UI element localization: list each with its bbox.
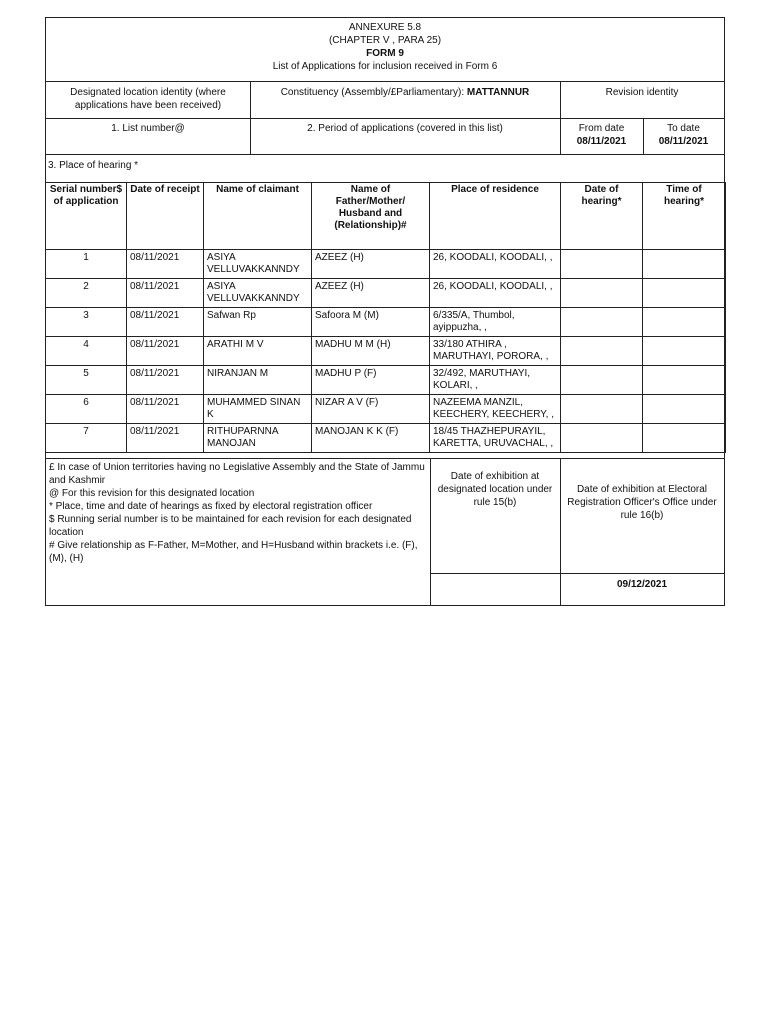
form-title: FORM 9 [366,48,404,59]
cell-hearing-time [643,423,726,452]
table-row [46,307,726,336]
cell-serial: 7 [46,423,127,452]
cell-serial: 2 [46,278,127,307]
cell-serial: 5 [46,365,127,394]
constituency-value: MATTANNUR [466,87,530,98]
footer-note: # Give relationship as F-Father, M=Mother, and H=Husband within brackets i.e. (F), (M), (H) [49,540,418,564]
table-row [46,365,726,394]
header-hearing-date: Date of hearing* [561,182,643,249]
cell-hearing-date [561,307,643,336]
cell-relation: AZEEZ (H) [312,278,430,307]
cell-residence: 33/180 ATHIRA , MARUTHAYI, PORORA, , [430,336,561,365]
cell-claimant: MUHAMMED SINAN K [204,394,312,423]
cell-hearing-date [561,278,643,307]
table-row [46,336,726,365]
cell-relation: MADHU M M (H) [312,336,430,365]
form-header [46,18,724,82]
list-number-label: 1. List number@ [111,123,185,134]
cell-claimant: Safwan Rp [204,307,312,336]
period-label: 2. Period of applications (covered in this list) [307,123,503,134]
from-date-cell [560,118,643,154]
header-hearing-time: Time of hearing* [643,182,726,249]
footer-note: * Place, time and date of hearings as fixed by electoral registration officer [49,501,373,512]
cell-residence: 18/45 THAZHEPURAYIL, KARETTA, URUVACHAL, , [430,423,561,452]
cell-claimant: ASIYA VELLUVAKKANNDY [204,278,312,307]
cell-receipt: 08/11/2021 [127,278,204,307]
cell-receipt: 08/11/2021 [127,394,204,423]
cell-receipt: 08/11/2021 [127,307,204,336]
cell-hearing-date [561,249,643,278]
cell-serial: 4 [46,336,127,365]
form-9-document [45,17,725,606]
from-date-value: 08/11/2021 [576,136,627,147]
exhibition-designated-date [430,573,560,606]
cell-claimant: RITHUPARNNA MANOJAN [204,423,312,452]
cell-hearing-time [643,394,726,423]
to-date-cell [643,118,724,154]
to-date-label: To date [667,123,700,134]
cell-hearing-date [561,394,643,423]
annexure-title: ANNEXURE 5.8 [348,22,422,33]
cell-serial: 6 [46,394,127,423]
cell-relation: AZEEZ (H) [312,249,430,278]
header-receipt: Date of receipt [127,182,204,249]
applications-table-wrapper [45,182,725,453]
cell-hearing-time [643,307,726,336]
header-serial: Serial number$ of application [46,182,127,249]
cell-hearing-time [643,249,726,278]
exhibition-ero-label: Date of exhibition at Electoral Registration Officer's Office under rule 16(b) [567,484,717,521]
footer-notes [46,458,430,606]
table-row [46,423,726,452]
cell-serial: 3 [46,307,127,336]
footer-note: $ Running serial number is to be maintained for each revision for each designated location [49,514,412,538]
cell-relation: MANOJAN K K (F) [312,423,430,452]
cell-residence: 6/335/A, Thumbol, ayippuzha, , [430,307,561,336]
place-of-hearing-label: 3. Place of hearing * [48,160,139,171]
cell-hearing-date [561,336,643,365]
cell-serial: 1 [46,249,127,278]
table-row [46,249,726,278]
cell-claimant: ASIYA VELLUVAKKANNDY [204,249,312,278]
cell-receipt: 08/11/2021 [127,249,204,278]
cell-receipt: 08/11/2021 [127,365,204,394]
cell-residence: 26, KOODALI, KOODALI, , [430,249,561,278]
table-row [46,394,726,423]
header-relation: Name of Father/Mother/ Husband and (Relationship)# [312,182,430,249]
cell-hearing-date [561,365,643,394]
cell-receipt: 08/11/2021 [127,423,204,452]
header-residence: Place of residence [430,182,561,249]
cell-residence: NAZEEMA MANZIL, KEECHERY, KEECHERY, , [430,394,561,423]
to-date-value: 08/11/2021 [658,136,709,147]
designated-location-label: Designated location identity (where applications have been received) [70,87,226,111]
constituency-label: Constituency (Assembly/£Parliamentary): [280,87,465,98]
cell-residence: 26, KOODALI, KOODALI, , [430,278,561,307]
table-body [46,249,726,452]
from-date-label: From date [578,123,625,134]
cell-residence: 32/492, MARUTHAYI, KOLARI, , [430,365,561,394]
cell-claimant: NIRANJAN M [204,365,312,394]
exhibition-ero-date: 09/12/2021 [616,579,668,590]
cell-relation: Safoora M (M) [312,307,430,336]
header-claimant: Name of claimant [204,182,312,249]
constituency-cell [250,82,560,118]
chapter-reference: (CHAPTER V , PARA 25) [328,35,442,46]
footer-note: @ For this revision for this designated location [49,488,255,499]
cell-hearing-time [643,336,726,365]
cell-receipt: 08/11/2021 [127,336,204,365]
cell-hearing-time [643,365,726,394]
applications-table [45,182,726,453]
cell-relation: NIZAR A V (F) [312,394,430,423]
cell-hearing-date [561,423,643,452]
cell-hearing-time [643,278,726,307]
table-row [46,278,726,307]
exhibition-designated-label: Date of exhibition at designated location under rule 15(b) [437,471,553,508]
cell-relation: MADHU P (F) [312,365,430,394]
form-subtitle: List of Applications for inclusion received in Form 6 [272,61,498,72]
footer-note: £ In case of Union territories having no Legislative Assembly and the State of Jammu and Kashmir [49,462,425,486]
table-header-row [46,182,726,249]
revision-identity-label: Revision identity [605,87,679,98]
cell-claimant: ARATHI M V [204,336,312,365]
